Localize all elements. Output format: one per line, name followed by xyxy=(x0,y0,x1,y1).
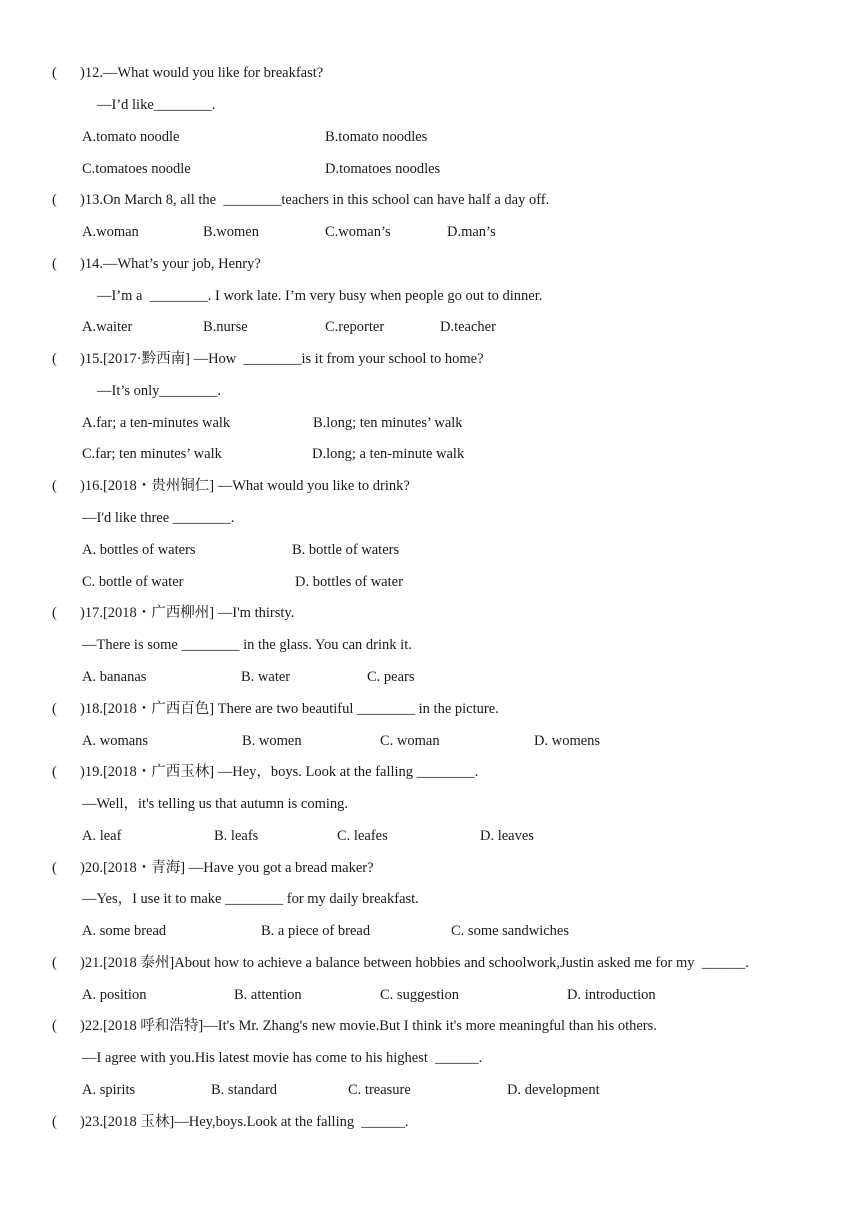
question-reply: —I agree with you.His latest movie has come to his highest ______. xyxy=(82,1050,483,1066)
answer-paren: ( xyxy=(52,478,57,494)
question-reply: —I’d like________. xyxy=(97,97,216,113)
option-d: D. leaves xyxy=(480,828,534,844)
option-d: D. introduction xyxy=(567,987,656,1003)
option-a: A. womans xyxy=(82,733,149,749)
option-a: A.far; a ten-minutes walk xyxy=(82,415,231,431)
question-stem: )15.[2017·黔西南] —How ________is it from your school to home? xyxy=(80,351,484,367)
option-b: B.tomato noodles xyxy=(325,129,428,145)
question-stem: )17.[2018・广西柳州] —I'm thirsty. xyxy=(80,605,295,621)
option-c: C.far; ten minutes’ walk xyxy=(82,446,222,462)
option-a: A. bananas xyxy=(82,669,147,685)
answer-paren: ( xyxy=(52,955,57,971)
option-d: D.man’s xyxy=(447,224,496,240)
question-reply: —I'd like three ________. xyxy=(82,510,235,526)
option-a: A.tomato noodle xyxy=(82,129,180,145)
option-c: C. leafes xyxy=(337,828,388,844)
question-reply: —It’s only________. xyxy=(97,383,222,399)
question-reply: —Yes，I use it to make ________ for my daily breakfast. xyxy=(82,891,419,907)
question-reply: —I’m a ________. I work late. I’m very busy when people go out to dinner. xyxy=(97,288,543,304)
answer-paren: ( xyxy=(52,860,57,876)
option-d: D.teacher xyxy=(440,319,496,335)
question-stem: )18.[2018・广西百色] There are two beautiful ________ in the picture. xyxy=(80,701,499,717)
answer-paren: ( xyxy=(52,256,57,272)
option-a: A. spirits xyxy=(82,1082,136,1098)
option-c: C.reporter xyxy=(325,319,385,335)
answer-paren: ( xyxy=(52,764,57,780)
answer-paren: ( xyxy=(52,192,57,208)
option-b: B. leafs xyxy=(214,828,259,844)
answer-paren: ( xyxy=(52,351,57,367)
option-d: D. development xyxy=(507,1082,600,1098)
question-stem: )19.[2018・广西玉林] —Hey，boys. Look at the falling ________. xyxy=(80,764,479,780)
option-b: B. attention xyxy=(234,987,302,1003)
option-b: B.nurse xyxy=(203,319,248,335)
option-a: A. bottles of waters xyxy=(82,542,196,558)
question-stem: )23.[2018 玉林]—Hey,boys.Look at the falling ______. xyxy=(80,1114,409,1130)
question-stem: )21.[2018 泰州]About how to achieve a balance between hobbies and schoolwork,Justin asked me for my ______. xyxy=(80,955,749,971)
question-stem: )13.On March 8, all the ________teachers in this school can have half a day off. xyxy=(80,192,550,208)
question-reply: —Well，it's telling us that autumn is coming. xyxy=(82,796,349,812)
option-a: A. position xyxy=(82,987,147,1003)
option-c: C. pears xyxy=(367,669,415,685)
question-stem: )14.—What’s your job, Henry? xyxy=(80,256,261,272)
option-a: A.woman xyxy=(82,224,139,240)
option-c: C.woman’s xyxy=(325,224,391,240)
option-c: C. bottle of water xyxy=(82,574,184,590)
option-b: B. water xyxy=(241,669,291,685)
option-c: C. treasure xyxy=(348,1082,411,1098)
answer-paren: ( xyxy=(52,1018,57,1034)
option-b: B. a piece of bread xyxy=(261,923,371,939)
option-c: C. some sandwiches xyxy=(451,923,569,939)
question-reply: —There is some ________ in the glass. You can drink it. xyxy=(82,637,412,653)
answer-paren: ( xyxy=(52,701,57,717)
option-b: B.long; ten minutes’ walk xyxy=(313,415,463,431)
option-c: C. suggestion xyxy=(380,987,459,1003)
question-stem: )20.[2018・青海] —Have you got a bread maker? xyxy=(80,860,374,876)
option-d: D. bottles of water xyxy=(295,574,403,590)
option-b: B. standard xyxy=(211,1082,278,1098)
option-d: D.long; a ten-minute walk xyxy=(312,446,465,462)
question-stem: )12.—What would you like for breakfast? xyxy=(80,65,324,81)
option-b: B. women xyxy=(242,733,302,749)
answer-paren: ( xyxy=(52,605,57,621)
option-a: A.waiter xyxy=(82,319,133,335)
option-c: C.tomatoes noodle xyxy=(82,161,191,177)
option-a: A. some bread xyxy=(82,923,167,939)
answer-paren: ( xyxy=(52,65,57,81)
question-stem: )16.[2018・贵州铜仁] —What would you like to drink? xyxy=(80,478,410,494)
option-b: B.women xyxy=(203,224,259,240)
option-a: A. leaf xyxy=(82,828,122,844)
option-c: C. woman xyxy=(380,733,440,749)
question-stem: )22.[2018 呼和浩特]—It's Mr. Zhang's new movie.But I think it's more meaningful than his others. xyxy=(80,1018,657,1034)
answer-paren: ( xyxy=(52,1114,57,1130)
option-d: D.tomatoes noodles xyxy=(325,161,441,177)
option-d: D. womens xyxy=(534,733,601,749)
option-b: B. bottle of waters xyxy=(292,542,400,558)
